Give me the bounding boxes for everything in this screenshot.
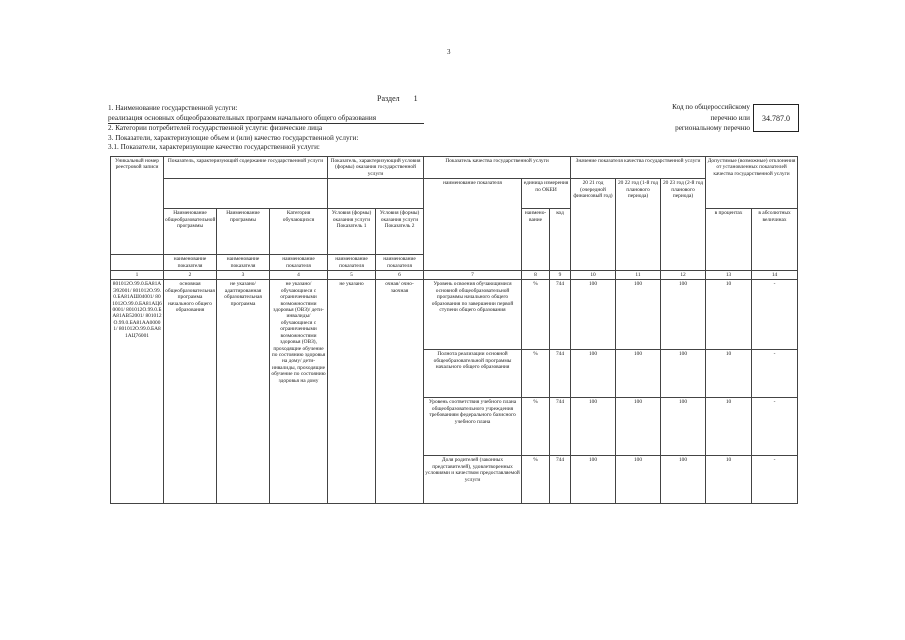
hdr-content: Показатель, характеризующий содержание государственной услуги [164, 157, 328, 179]
registry-codes: 801012О.99.0.БА81АЭ92001/ 801012О.99.0.БА81АШ04001/ 801012О.99.0.БА81АЦ60001/ 801012О.99.0.БА81АВ52001/ 801012О.99.0.БА81АА00001/ 801012О.99.0.БА81АЦ76001 [111, 280, 164, 504]
table-row: Доля родителей (законных представителей), удовлетворенных условиями и качеством предоставляемой услуги % 744 100 100 100 10 - [111, 456, 798, 504]
code-value: 34.787.0 [753, 104, 799, 132]
hdr-year-2: 20 22 год (1-й год планового периода) [616, 179, 661, 271]
hdr-unit: единица измерения по ОКЕИ [522, 179, 571, 209]
hdr-indicator-name: наименование показателя [424, 179, 522, 271]
hdr-subname-4: наименование показателя [328, 255, 376, 271]
hdr-year-3: 20 23 год (2-й год планового периода) [661, 179, 706, 271]
hdr-quality: Показатель качества государственной услуги [424, 157, 571, 179]
hdr-year-1: 20 21 год (очередной финансовый год) [571, 179, 616, 271]
row-4-name: Доля родителей (законных представителей), удовлетворенных условиями и качеством предоставляемой услуги [424, 456, 522, 504]
line-service-name-label: 1. Наименование государственной услуги: [108, 104, 238, 112]
hdr-sub-4: Условия (формы) оказания услуги Показатель 1 [328, 209, 376, 255]
row-3-name: Уровень соответствия учебного плана общеобразовательного учреждения требованиям федерального базисного учебного плана [424, 398, 522, 456]
student-category: не указано/ обучающиеся с ограниченными возможностями здоровья (ОВЗ)/ дети-инвалиды/ обучающиеся с ограниченными возможностями здоровья (ОВЗ), проходящие обучение по состоянию здоровья на дому/ дети-инвалиды, проходящие обучение по состоянию здоровья на дому [270, 280, 328, 504]
hdr-conditions: Показатель, характеризующий условия (формы) оказания государственной услуги [328, 157, 424, 179]
hdr-unit-code: код [550, 209, 571, 271]
hdr-subname-5: наименование показателя [376, 255, 424, 271]
condition-2: очная/ очно-заочная [376, 280, 424, 504]
service-info [108, 104, 424, 153]
hdr-sub-1: Наименование общеобразовательной программы [164, 209, 217, 255]
hdr-deviation: Допустимые (возможные) отклонения от установленных показателей качества государственной услуги [706, 157, 798, 209]
line-consumers: 2. Категории потребителей государственной услуги: физические лица [108, 124, 323, 133]
section-label: Раздел [377, 94, 400, 103]
quality-table [110, 156, 798, 504]
hdr-absolute: в абсолютных величинах [752, 209, 798, 271]
program-type: основная общеобразовательная программа начального общего образования [164, 280, 217, 504]
column-numbers-row: 1 2 3 4 5 6 7 8 9 10 11 12 13 14 [111, 271, 798, 280]
hdr-subname-1: наименование показателя [164, 255, 217, 271]
line-service-name: реализация основных общеобразовательных программ начального общего образования [108, 114, 424, 125]
hdr-subname-3: наименование показателя [270, 255, 328, 271]
line-quality: 3.1. Показатели, характеризующие качество государственной услуги: [108, 143, 320, 152]
code-label: Код по общероссийскому перечню или региональному перечню [672, 103, 750, 133]
hdr-subname-2: наименование показателя [217, 255, 270, 271]
line-indicators: 3. Показатели, характеризующие объем и (или) качество государственной услуги: [108, 133, 359, 142]
program-name: не указано/ адаптированная образовательная программа [217, 280, 270, 504]
row-2-name: Полнота реализации основной общеобразовательной программы начального общего образования [424, 350, 522, 398]
table-row: 801012О.99.0.БА81АЭ92001/ 801012О.99.0.БА81АШ04001/ 801012О.99.0.БА81АЦ60001/ 801012О.99.0.БА81АВ52001/ 801012О.99.0.БА81АА00001/ 801012О.99.0.БА81АЦ76001 основная общеобразовательная программа начального общего образования не указано/ адаптированная образовательная программа не указано/ обучающиеся с ограниченными возможностями здоровья (ОВЗ)/ дети-инвалиды/ обучающиеся с ограниченными возможностями здоровья (ОВЗ), проходящие обучение по состоянию здоровья на дому/ дети-инвалиды, проходящие обучение по состоянию здоровья на дому не указано очная/ очно-заочная Уровень освоения обучающимися основной общеобразовательной программы начального общего образования по завершении первой ступени общего образования % 744 100 100 100 10 - [111, 280, 798, 350]
hdr-sub-3: Категория обучающихся [270, 209, 328, 255]
table-row: Полнота реализации основной общеобразовательной программы начального общего образования % 744 100 100 100 10 - [111, 350, 798, 398]
section-heading [377, 94, 418, 103]
hdr-values: Значение показателя качества государственной услуги [571, 157, 706, 179]
page-number: 3 [447, 48, 451, 56]
section-number: 1 [413, 94, 418, 103]
table-row: Уровень соответствия учебного плана общеобразовательного учреждения требованиям федерального базисного учебного плана % 744 100 100 100 10 - [111, 398, 798, 456]
condition-1: не указано [328, 280, 376, 504]
hdr-unique-number: Уникальный номер реестровой записи [111, 157, 164, 255]
hdr-sub-2: Наименование программы [217, 209, 270, 255]
hdr-sub-5: Условия (формы) оказания услуги Показатель 2 [376, 209, 424, 255]
row-1-name: Уровень освоения обучающимися основной общеобразовательной программы начального общего образования по завершении первой ступени общего образования [424, 280, 522, 350]
hdr-unit-name: наимено-вание [522, 209, 550, 271]
hdr-percent: в процентах [706, 209, 752, 271]
